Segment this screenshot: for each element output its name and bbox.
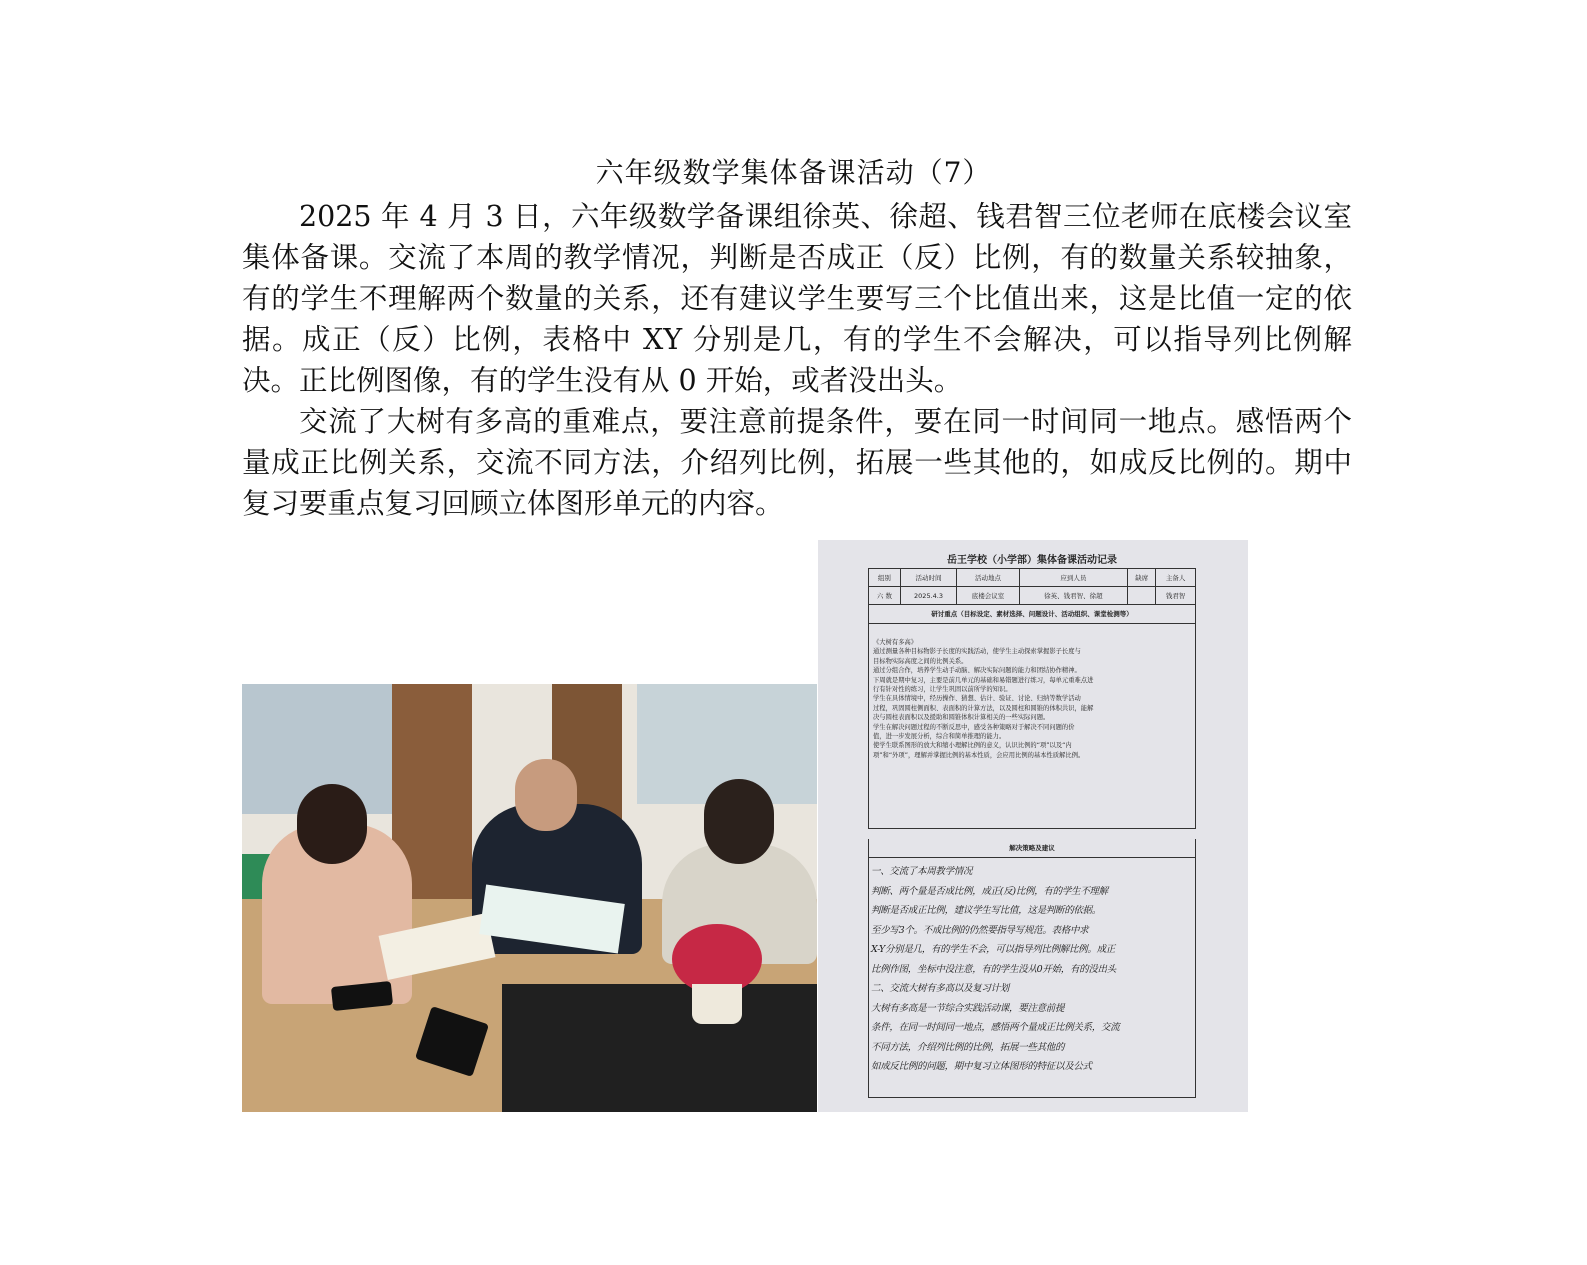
document-title: 六年级数学集体备课活动（7） [595,156,992,189]
focus-line: 项”和“外项”，理解并掌握比例的基本性质，会应用比例的基本性质解比例。 [873,751,1085,759]
strategy-line: 比例作图，坐标中没注意，有的学生没从0开始，有的没出头 [871,963,1116,975]
focus-line: 下周就是期中复习，主要是前几单元的基础和易错题进行练习，每单元重难点进 [873,676,1094,684]
form-header-cell: 应到人员 [1019,569,1127,587]
strategy-line: X-Y分别是几，有的学生不会，可以指导列比例解比例。成正 [871,944,1115,955]
teachers-meeting-photo [242,684,817,1112]
focus-header: 研讨重点（目标设定、素材选择、问题设计、活动组织、课堂检测等） [868,605,1196,624]
focus-line: 通过测量各种目标物影子长度的实践活动，使学生主动探索掌握影子长度与 [873,648,1081,656]
strategy-line: 条件，在同一时间同一地点，感悟两个量成正比例关系，交流 [871,1022,1120,1033]
form-info-table [868,568,1196,605]
form-header-row [869,569,1196,587]
focus-line: 学生在具体情境中，经历操作、猜想、估计、验证、讨论、归纳等数学活动 [873,695,1081,703]
strategy-line: 不同方法，介绍列比例的比例，拓展一些其他的 [871,1041,1065,1053]
focus-line: 决与圆柱表面积以及援助和圆锥体积计算相关的一些实际问题。 [873,714,1050,722]
form-data-row [869,587,1196,605]
form-cell: 徐英、钱君智、徐超 [1019,587,1127,605]
focus-line: 《大树有多高》 [873,639,918,646]
form-header-cell: 组别 [869,569,901,587]
form-header-cell: 缺席 [1128,569,1156,587]
focus-line: 值，进一步发展分析，综合和简单推理的能力。 [873,733,1006,741]
strategy-line: 大树有多高是一节综合实践活动课，要注意前提 [871,1002,1065,1014]
focus-line: 目标物实际高度之间的比例关系。 [873,657,968,665]
strategy-line: 判断是否成正比例，建议学生写比值，这是判断的依据。 [871,905,1102,916]
form-cell: 2025.4.3 [900,587,956,605]
lesson-record-form-scan [818,540,1248,1112]
paragraph: 2025 年 4 月 3 日，六年级数学备课组徐英、徐超、钱君智三位老师在底楼会议室集体备课。交流了本周的教学情况，判断是否成正（反）比例，有的数量关系较抽象，有的学生不理解两个数量的关系，还有建议学生要写三个比值出来，这是比值一定的依据。成正（反）比例，表格中 XY 分别是几，有的学生不会解决，可以指导列比例解决。正比例图像，有的学生没有从 0 开始，或者没出头。 [242,200,1352,397]
strategy-body-handwritten [868,858,1196,1098]
paragraph: 交流了大树有多高的重难点，要注意前提条件，要在同一时间同一地点。感悟两个量成正比例关系，交流不同方法，介绍列比例，拓展一些其他的，如成反比例的。期中复习要重点复习回顾立体图形单元的内容。 [242,405,1352,520]
document-body [242,196,1352,524]
focus-body [868,624,1196,829]
strategy-line: 如成反比例的问题，期中复习立体图形的特征以及公式 [871,1061,1092,1072]
strategy-line: 判断、两个量是否成比例，成正(反)比例，有的学生不理解 [871,885,1108,897]
form-cell: 六 数 [869,587,901,605]
form-header-cell: 活动地点 [957,569,1020,587]
form-header-cell: 活动时间 [900,569,956,587]
form-cell: 底楼会议室 [957,587,1020,605]
strategy-line: 二、交流大树有多高以及复习计划 [871,983,1010,994]
focus-line: 行有针对性的练习，让学生巩固以前所学的知识。 [873,686,1012,694]
focus-line: 通过分组合作，培养学生动手动脑、解决实际问题的能力和团结协作精神。 [873,667,1081,675]
strategy-line: 至少写3个。不成比例的仍然要指导写规范。表格中求 [871,924,1089,936]
strategy-header: 解决策略及建议 [868,839,1196,858]
focus-line: 过程，巩固圆柱侧面积、表面积的计算方法，以及圆柱和圆锥的体积共识，能解 [873,704,1094,712]
form-cell: 钱君智 [1156,587,1196,605]
strategy-line: 一、交流了本周教学情况 [871,866,973,877]
form-header-cell: 主备人 [1156,569,1196,587]
focus-line: 使学生联系图形的放大和缩小理解比例的意义，认识比例的“项”以及“内 [873,742,1072,750]
form-title: 岳王学校（小学部）集体备课活动记录 [947,555,1117,566]
focus-line: 学生在解决问题过程的不断反思中，感受各种策略对于解决不同问题的价 [873,723,1075,731]
form-cell [1128,587,1156,605]
